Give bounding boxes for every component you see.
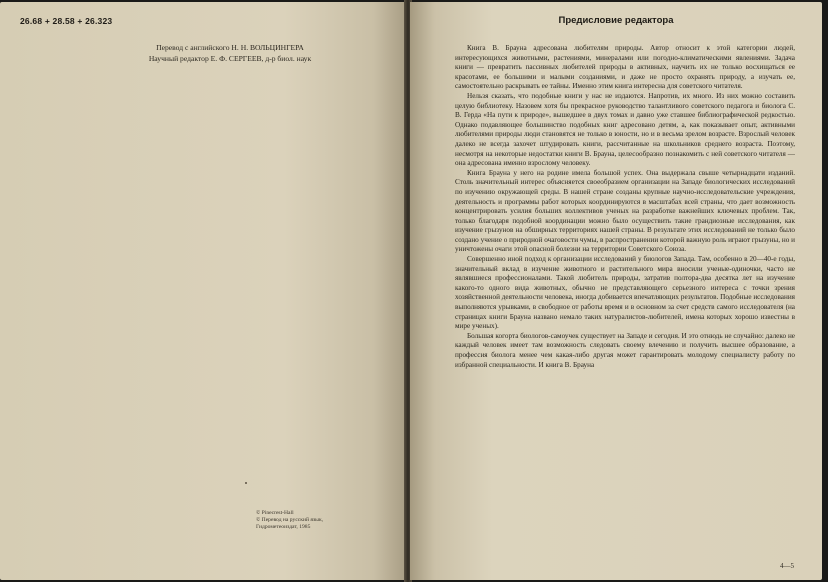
paragraph: Книга Брауна у него на родине имела большой успех. Она выдержала свыше четырнадцати изданий. Столь значительный интерес объясняется своеобразием организации на Западе биологических исследований по изучению окружающей среды. В нашей стране созданы крупные научно-исследовательские учреждения, деятельность и программы работ которых координируются в масштабах всей страны, что дает возможность концентрировать усилия больших коллективов ученых на разработке важнейших ключевых проблем. Так, только благодаря подобной координации можно было осуществить такие грандиозные исследования, как изучение грызунов на обширных территориях нашей страны. В результате этих исследований не только было создано учение о природной очаговости чумы, в распространении которой важную роль играют грызуны, но и уничтожены очаги этой опасной болезни на территории Советского Союза. <box>455 168 795 254</box>
translator-line: Перевод с английского Н. Н. ВОЛЬЦИНГЕРА <box>156 43 304 52</box>
preface-text <box>455 44 795 370</box>
translation-credits <box>100 42 360 64</box>
paper-speck <box>245 482 247 484</box>
page-number: 4—5 <box>780 562 794 570</box>
copyright-line: © Pinecrest-Hall <box>256 510 294 516</box>
paragraph: Совершенно иной подход к организации исследований у биологов Запада. Там, особенно в 20—40-е годы, значительный вклад в изучение животного и растительного мира вносили ученые-одиночки, часто не являвшиеся профессионалами. Такой любитель природы, затратив полтора-два десятка лет на изучение какого-то одного вида животных, обычно не представляющего серьезного интереса с точки зрения хозяйственной деятельности человека, иногда добивается впечатляющих результатов. Подобные исследования выполняются урывками, в свободное от работы время и в основном за счет средств самого исследователя (на страницах книги Брауна названо немало таких натуралистов-любителей, имена которых хорошо известны в мире ученых). <box>455 255 795 331</box>
paragraph: Нельзя сказать, что подобные книги у нас не издаются. Напротив, их много. Из них можно составить целую библиотеку. Назовем хотя бы прекрасное руководство талантливого советского педагога и биолога С. В. Герда «На пути к природе», вышедшее в двух томах и давно уже ставшее библиографической редкостью. Однако подавляющее большинство подобных книг адресовано детям, а, как показывает опыт, активными любителями природы люди становятся не только в юности, но и в весьма зрелом возрасте. Взрослый человек далеко не всегда захочет штудировать книги, рассчитанные на школьников среднего возраста. Поэтому, несмотря на некоторые недостатки книги В. Брауна, целесообразно познакомить с ней советского читателя — она адресована именно взрослому человеку. <box>455 91 795 168</box>
page-title: Предисловие редактора <box>558 15 674 26</box>
copyright-line: © Перевод на русский язык, <box>256 517 324 523</box>
copyright-block <box>256 510 396 531</box>
editor-line: Научный редактор Е. Ф. СЕРГЕЕВ, д-р биол. наук <box>148 54 312 63</box>
left-page <box>0 2 406 580</box>
classification-code: 26.68 + 28.58 + 26.323 <box>20 16 113 26</box>
paragraph: Большая когорта биологов-самоучек существует на Западе и сегодня. И это отнюдь не случайно: далеко не каждый человек имеет там возможность следовать своему влечению и получить высшее образование, а профессия биолога менее чем какая-либо другая может гарантировать молодому специалисту работу по избранной специальности. И книга В. Брауна <box>455 331 795 369</box>
right-page <box>410 2 822 580</box>
paragraph: Книга В. Брауна адресована любителям природы. Автор относит к этой категории людей, интересующихся животными, растениями, минералами или погодно-климатическими явлениями. Задача книги — превратить пассивных любителей природы в активных, научить их не только восхищаться ее красотами, ее большими и малыми созданиями, и даже не просто охранять природу, а изучать ее, самостоятельно раскрывать ее тайны. Именно этим книга интересна для советского читателя. <box>455 44 795 91</box>
copyright-line: Гидрометеоиздат, 1985 <box>256 524 311 530</box>
